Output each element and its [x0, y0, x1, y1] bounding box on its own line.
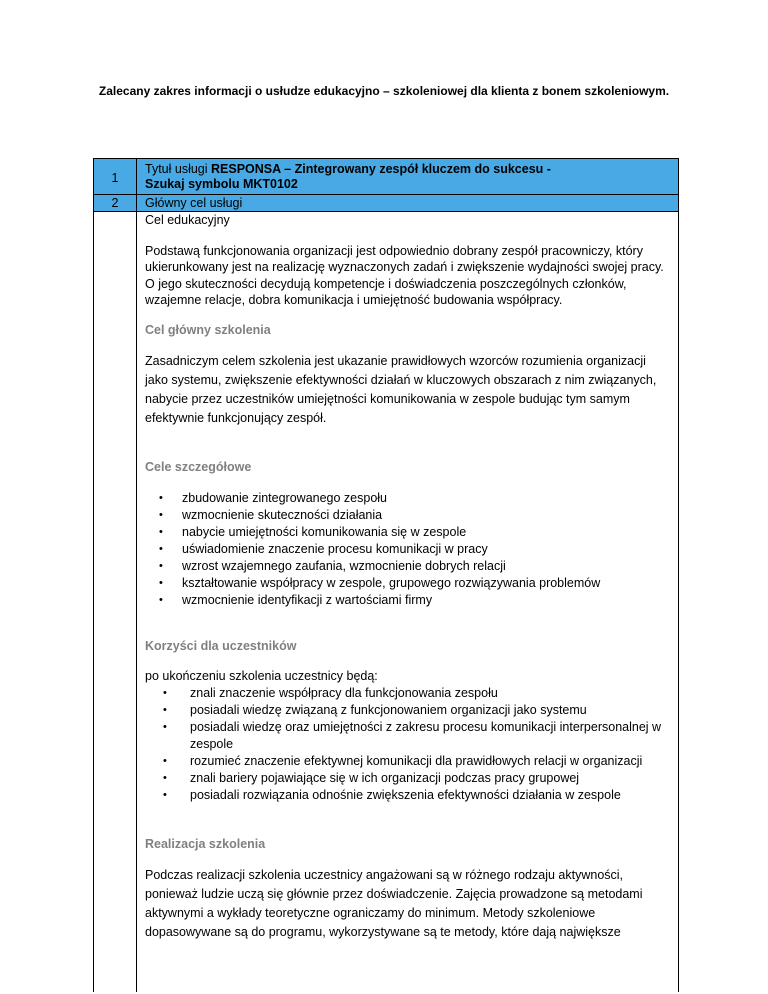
bullet-icon: •	[159, 508, 163, 521]
realization-paragraph: Podczas realizacji szkolenia uczestnicy angażowani są w różnego rodzaju aktywności, ponieważ ludzie uczą się głównie przez doświadczenie. Zajęcia prowadzone są metodami aktywnymi a wykłady teoretyczne ograniczamy do minimum. Metody szkoleniowe dopasowywane są do programu, wykorzystywane są te metody, które dają największe	[145, 868, 643, 939]
list-item: • znali bariery pojawiające się w ich organizacji podczas pracy grupowej	[163, 770, 580, 785]
bullet-icon: •	[159, 491, 163, 504]
service-symbol: Szukaj symbolu MKT0102	[145, 177, 298, 191]
bullet-icon: •	[163, 754, 167, 767]
list-item: • wzmocnienie identyfikacji z wartościami firmy	[159, 592, 433, 607]
goal-description-cell	[137, 212, 678, 992]
document-heading: Zalecany zakres informacji o usłudze edukacyjno – szkoleniowej dla klienta z bonem szkoleniowym.	[98, 84, 670, 98]
bullet-icon: •	[163, 703, 167, 716]
benefits-list	[145, 685, 672, 804]
goal-label: Główny cel usługi	[145, 196, 243, 210]
bullet-icon: •	[163, 788, 167, 801]
table-row-goal	[94, 195, 678, 212]
bullet-icon: •	[159, 559, 163, 572]
edu-goal-heading: Cel edukacyjny	[145, 213, 230, 227]
benefits-heading: Korzyści dla uczestników	[145, 638, 297, 653]
list-item: • zbudowanie zintegrowanego zespołu	[159, 490, 388, 505]
service-info-table	[93, 158, 679, 992]
bullet-icon: •	[159, 525, 163, 538]
service-title-cell	[137, 159, 678, 194]
list-item: • kształtowanie współpracy w zespole, grupowego rozwiązywania problemów	[159, 575, 601, 590]
table-row-title	[94, 158, 678, 195]
list-item: • rozumieć znaczenie efektywnej komunikacji dla prawidłowych relacji w organizacji	[163, 753, 643, 768]
realization-heading: Realizacja szkolenia	[145, 836, 266, 851]
list-item: • znali znaczenie współpracy dla funkcjonowania zespołu	[163, 685, 498, 700]
row-number: 2	[94, 195, 137, 211]
bullet-icon: •	[159, 542, 163, 555]
table-row-body	[94, 212, 678, 992]
main-goal-heading: Cel główny szkolenia	[145, 322, 271, 337]
specific-goals-heading: Cele szczegółowe	[145, 460, 252, 474]
list-item: • nabycie umiejętności komunikowania się w zespole	[159, 524, 467, 539]
bullet-icon: •	[163, 771, 167, 784]
list-item: • posiadali wiedzę związaną z funkcjonowaniem organizacji jako systemu	[163, 702, 587, 717]
service-title: RESPONSA – Zintegrowany zespół kluczem do sukcesu -	[211, 162, 551, 176]
main-goal-paragraph: Zasadniczym celem szkolenia jest ukazanie prawidłowych wzorców rozumienia organizacji jako systemu, zwiększenie efektywności działań w kluczowych obszarach z nim związanych, nabycie przez uczestników umiejętności komunikowania w zespole budując tym samym efektywnie funkcjonujący zespół.	[145, 354, 657, 425]
list-item: • posiadali wiedzę oraz umiejętności z zakresu procesu komunikacji interpersonalnej w zespole	[163, 719, 662, 751]
list-item: • uświadomienie znaczenie procesu komunikacji w pracy	[159, 541, 488, 556]
row-number: 1	[94, 159, 137, 194]
bullet-icon: •	[163, 686, 167, 699]
intro-paragraph: Podstawą funkcjonowania organizacji jest odpowiednio dobrany zespół pracowniczy, który ukierunkowany jest na realizację wyznaczonych zadań i zwiększenie wydajności swojej pracy. O jego skuteczności decydują kompetencje i doświadczenia poszczególnych członków, wzajemne relacje, dobra komunikacja i umiejętność budowania współpracy.	[145, 243, 664, 307]
title-label: Tytuł usługi	[145, 162, 212, 176]
list-item: • wzmocnienie skuteczności działania	[159, 507, 383, 522]
bullet-icon: •	[159, 576, 163, 589]
bullet-icon: •	[159, 593, 163, 606]
benefits-intro: po ukończeniu szkolenia uczestnicy będą:	[145, 669, 378, 683]
specific-goals-list	[145, 490, 672, 609]
empty-number-cell	[94, 212, 137, 992]
bullet-icon: •	[163, 720, 167, 733]
list-item: • wzrost wzajemnego zaufania, wzmocnienie dobrych relacji	[159, 558, 506, 573]
list-item: • posiadali rozwiązania odnośnie zwiększenia efektywności działania w zespole	[163, 787, 621, 802]
